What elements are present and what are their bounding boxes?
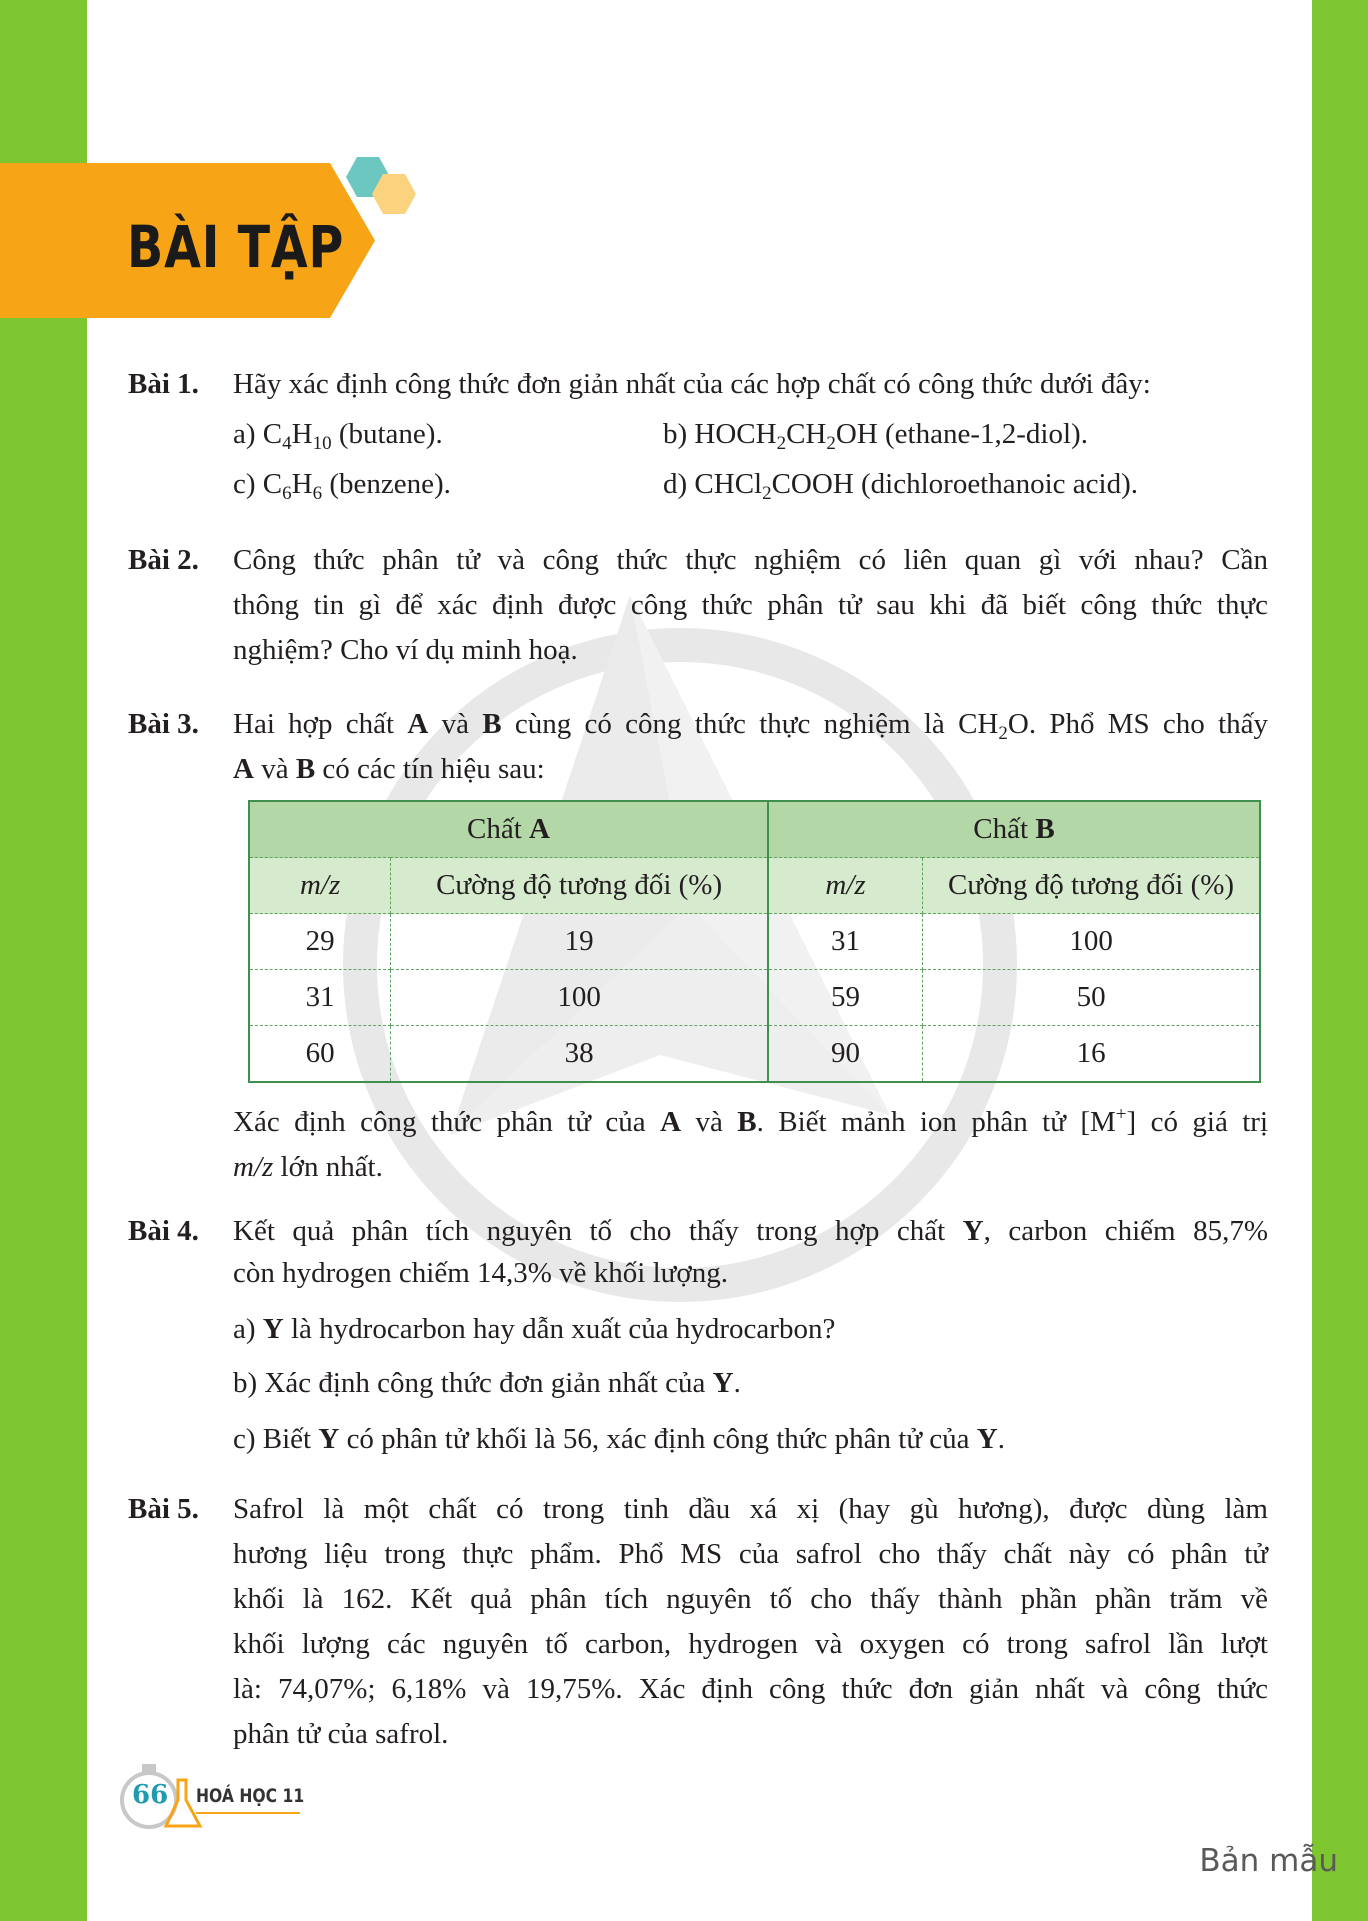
exercise-5-label: Bài 5. (128, 1493, 199, 1525)
table-cell: 31 (249, 970, 391, 1026)
exercise-2-line: nghiệm? Cho ví dụ minh hoạ. (233, 634, 578, 666)
exercise-1-option-c: c) $C_6H_6$ (benzene). (233, 468, 451, 504)
table-cell: 90 (768, 1026, 923, 1083)
exercise-3-label: Bài 3. (128, 708, 199, 740)
table-header-substance-a: Chất A (249, 801, 768, 858)
exercise-3-question-line: m/z lớn nhất. (233, 1151, 383, 1183)
exercise-3-question (128, 1100, 1268, 1195)
exercise-5-line: khối là 162. Kết quả phân tích nguyên tố cho thấy thành phần phần trăm về (233, 1583, 1268, 1615)
table-row (249, 1026, 1260, 1083)
exercise-3-line: A và B có các tín hiệu sau: (233, 753, 545, 785)
exercise-3-question-line: Xác định công thức phân tử của A và B. Biết mảnh ion phân tử [M+] có giá trị (233, 1104, 1269, 1138)
table-cell: 59 (768, 970, 923, 1026)
right-green-band (1312, 0, 1368, 1921)
table-cell: 60 (249, 1026, 391, 1083)
exercise-3-line: Hai hợp chất A và B cùng có công thức thực nghiệm là $CH_2O$. Phổ MS cho thấy (233, 708, 1269, 744)
table-header-substance-b: Chất B (768, 801, 1260, 858)
page-number: 66 (132, 1780, 169, 1810)
table-row (249, 970, 1260, 1026)
exercise-4-option-a: a) Y là hydrocarbon hay dẫn xuất của hydrocarbon? (233, 1313, 836, 1345)
ms-data-table (248, 800, 1261, 1083)
exercise-4 (128, 1209, 1268, 1455)
exercise-5-line: phân tử của safrol. (233, 1718, 449, 1750)
exercise-4-option-b: b) Xác định công thức đơn giản nhất của Y. (233, 1367, 741, 1399)
exercise-1-label: Bài 1. (128, 368, 199, 400)
exercise-1-option-d: d) CHCl$_2$COOH (dichloroethanoic acid). (663, 468, 1139, 504)
exercise-4-line: Kết quả phân tích nguyên tố cho thấy trong hợp chất Y, carbon chiếm 85,7% (233, 1215, 1268, 1247)
table-cell: 29 (249, 914, 391, 970)
section-title: BÀI TẬP (127, 213, 345, 281)
exercise-1 (128, 362, 1268, 507)
table-cell: 100 (923, 914, 1260, 970)
table-cell: 16 (923, 1026, 1260, 1083)
exercise-5-line: khối lượng các nguyên tố carbon, hydrogen và oxygen có trong safrol lần lượt (233, 1628, 1268, 1660)
table-header-mz: m/z (249, 858, 391, 914)
exercise-4-label: Bài 4. (128, 1215, 199, 1247)
table-header-mz: m/z (768, 858, 923, 914)
exercise-5-line: hương liệu trong thực phẩm. Phổ MS của safrol cho thấy chất này có phân tử (233, 1538, 1268, 1570)
table-cell: 100 (391, 970, 768, 1026)
footer-underline (196, 1812, 300, 1814)
exercise-4-option-c: c) Biết Y có phân tử khối là 56, xác định công thức phân tử của Y. (233, 1423, 1005, 1455)
exercise-2-label: Bài 2. (128, 544, 199, 576)
exercise-2-line: thông tin gì để xác định được công thức phân tử sau khi đã biết công thức thực (233, 589, 1268, 621)
table-cell: 31 (768, 914, 923, 970)
table-cell: 50 (923, 970, 1260, 1026)
table-row (249, 914, 1260, 970)
exercise-5-line: là: 74,07%; 6,18% và 19,75%. Xác định công thức đơn giản nhất và công thức (233, 1673, 1268, 1705)
exercise-1-option-a: a) $C_4H_{10}$ (butane). (233, 418, 443, 454)
exercise-5 (128, 1487, 1268, 1762)
exercise-5-line: Safrol là một chất có trong tinh dầu xá xị (hay gù hương), được dùng làm (233, 1493, 1268, 1525)
exercise-1-intro: Hãy xác định công thức đơn giản nhất của các hợp chất có công thức dưới đây: (233, 368, 1151, 400)
exercise-1-option-b: b) $HOCH_2CH_2OH$ (ethane-1,2-diol). (663, 418, 1088, 454)
exercise-2 (128, 538, 1268, 678)
exercise-4-line: còn hydrogen chiếm 14,3% về khối lượng. (233, 1257, 728, 1289)
table-cell: 19 (391, 914, 768, 970)
table-cell: 38 (391, 1026, 768, 1083)
table-header-intensity: Cường độ tương đối (%) (923, 858, 1260, 914)
book-title: HOÁ HỌC 11 (196, 1785, 305, 1807)
exercise-2-line: Công thức phân tử và công thức thực nghiệm có liên quan gì với nhau? Cần (233, 544, 1268, 576)
table-header-intensity: Cường độ tương đối (%) (391, 858, 768, 914)
exercise-3 (128, 702, 1268, 797)
sample-stamp: Bản mẫu (1199, 1843, 1338, 1879)
